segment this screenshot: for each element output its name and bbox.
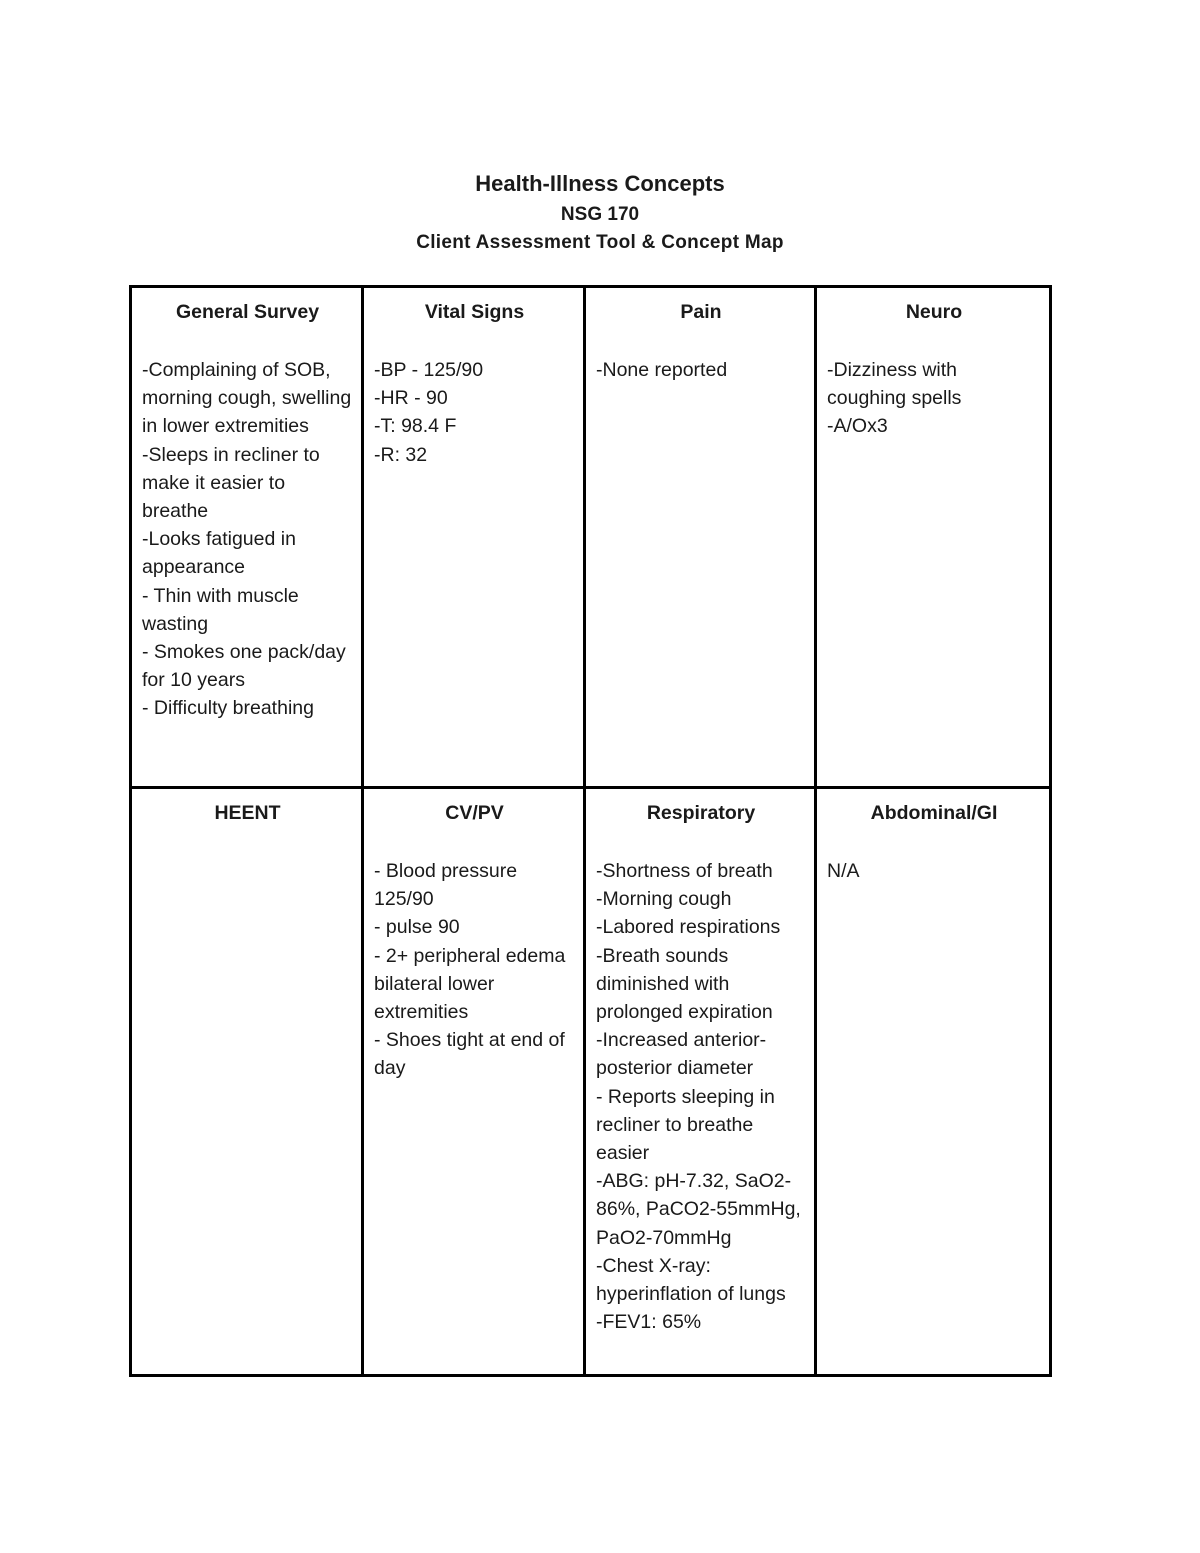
list-item: -Morning cough <box>596 888 732 911</box>
list-item: -A/Ox3 <box>827 415 888 438</box>
course-code: NSG 170 <box>560 204 640 225</box>
neuro-heading: Neuro <box>905 301 963 323</box>
cv-pv-cell <box>363 788 585 1376</box>
list-item: -Shortness of breath <box>596 860 773 882</box>
list-item: -Sleeps in recliner to make it easier to breathe <box>142 443 320 523</box>
list-item: -None reported <box>596 359 728 381</box>
neuro-cell <box>816 287 1051 788</box>
list-item: -Chest X-ray: hyperinflation of lungs <box>596 1254 786 1306</box>
heent-cell <box>131 788 363 1376</box>
list-item: -Looks fatigued in appearance <box>142 528 296 579</box>
abdominal-gi-cell <box>816 788 1051 1376</box>
list-item: - Thin with muscle wasting <box>142 584 299 635</box>
list-item: - 2+ peripheral edema bilateral lower extremities <box>374 944 566 1024</box>
list-item: -ABG: pH-7.32, SaO2-86%, PaCO2-55mmHg, PaO2-70mmHg <box>596 1170 801 1249</box>
list-item: -T: 98.4 F <box>374 415 457 438</box>
vital-signs-heading: Vital Signs <box>424 301 525 323</box>
list-item: - Smokes one pack/day for 10 years <box>142 641 346 692</box>
document-title: Health-Illness Concepts <box>475 171 725 196</box>
table-row <box>131 287 1051 788</box>
document-subtitle: Client Assessment Tool & Concept Map <box>416 232 784 253</box>
list-item: - Blood pressure 125/90 <box>374 860 518 911</box>
list-item: -Complaining of SOB, morning cough, swelling in lower extremities <box>142 359 352 438</box>
respiratory-cell <box>585 788 816 1376</box>
list-item: -Increased anterior-posterior diameter <box>596 1029 767 1080</box>
general-survey-heading: General Survey <box>175 301 320 323</box>
table-row <box>131 788 1051 1376</box>
list-item: -HR - 90 <box>374 387 448 410</box>
vital-signs-cell <box>363 287 585 788</box>
list-item: -Breath sounds diminished with prolonged expiration <box>596 944 773 1024</box>
list-item: -FEV1: 65% <box>596 1311 702 1334</box>
list-item: - Reports sleeping in recliner to breathe easier <box>596 1085 775 1165</box>
respiratory-heading: Respiratory <box>646 802 756 824</box>
list-item: -R: 32 <box>374 443 428 466</box>
list-item: N/A <box>827 860 860 882</box>
list-item: - pulse 90 <box>374 916 460 939</box>
general-survey-cell <box>131 287 363 788</box>
abdominal-gi-heading: Abdominal/GI <box>870 802 998 824</box>
heent-heading: HEENT <box>214 802 281 824</box>
list-item: -Labored respirations <box>596 916 781 939</box>
cv-pv-heading: CV/PV <box>445 802 504 824</box>
list-item: -Dizziness with coughing spells <box>827 359 962 410</box>
assessment-table <box>129 285 1052 1377</box>
pain-heading: Pain <box>680 301 722 323</box>
list-item: -BP - 125/90 <box>374 359 484 381</box>
list-item: - Shoes tight at end of day <box>374 1029 565 1080</box>
list-item: - Difficulty breathing <box>142 697 314 720</box>
pain-cell <box>585 287 816 788</box>
